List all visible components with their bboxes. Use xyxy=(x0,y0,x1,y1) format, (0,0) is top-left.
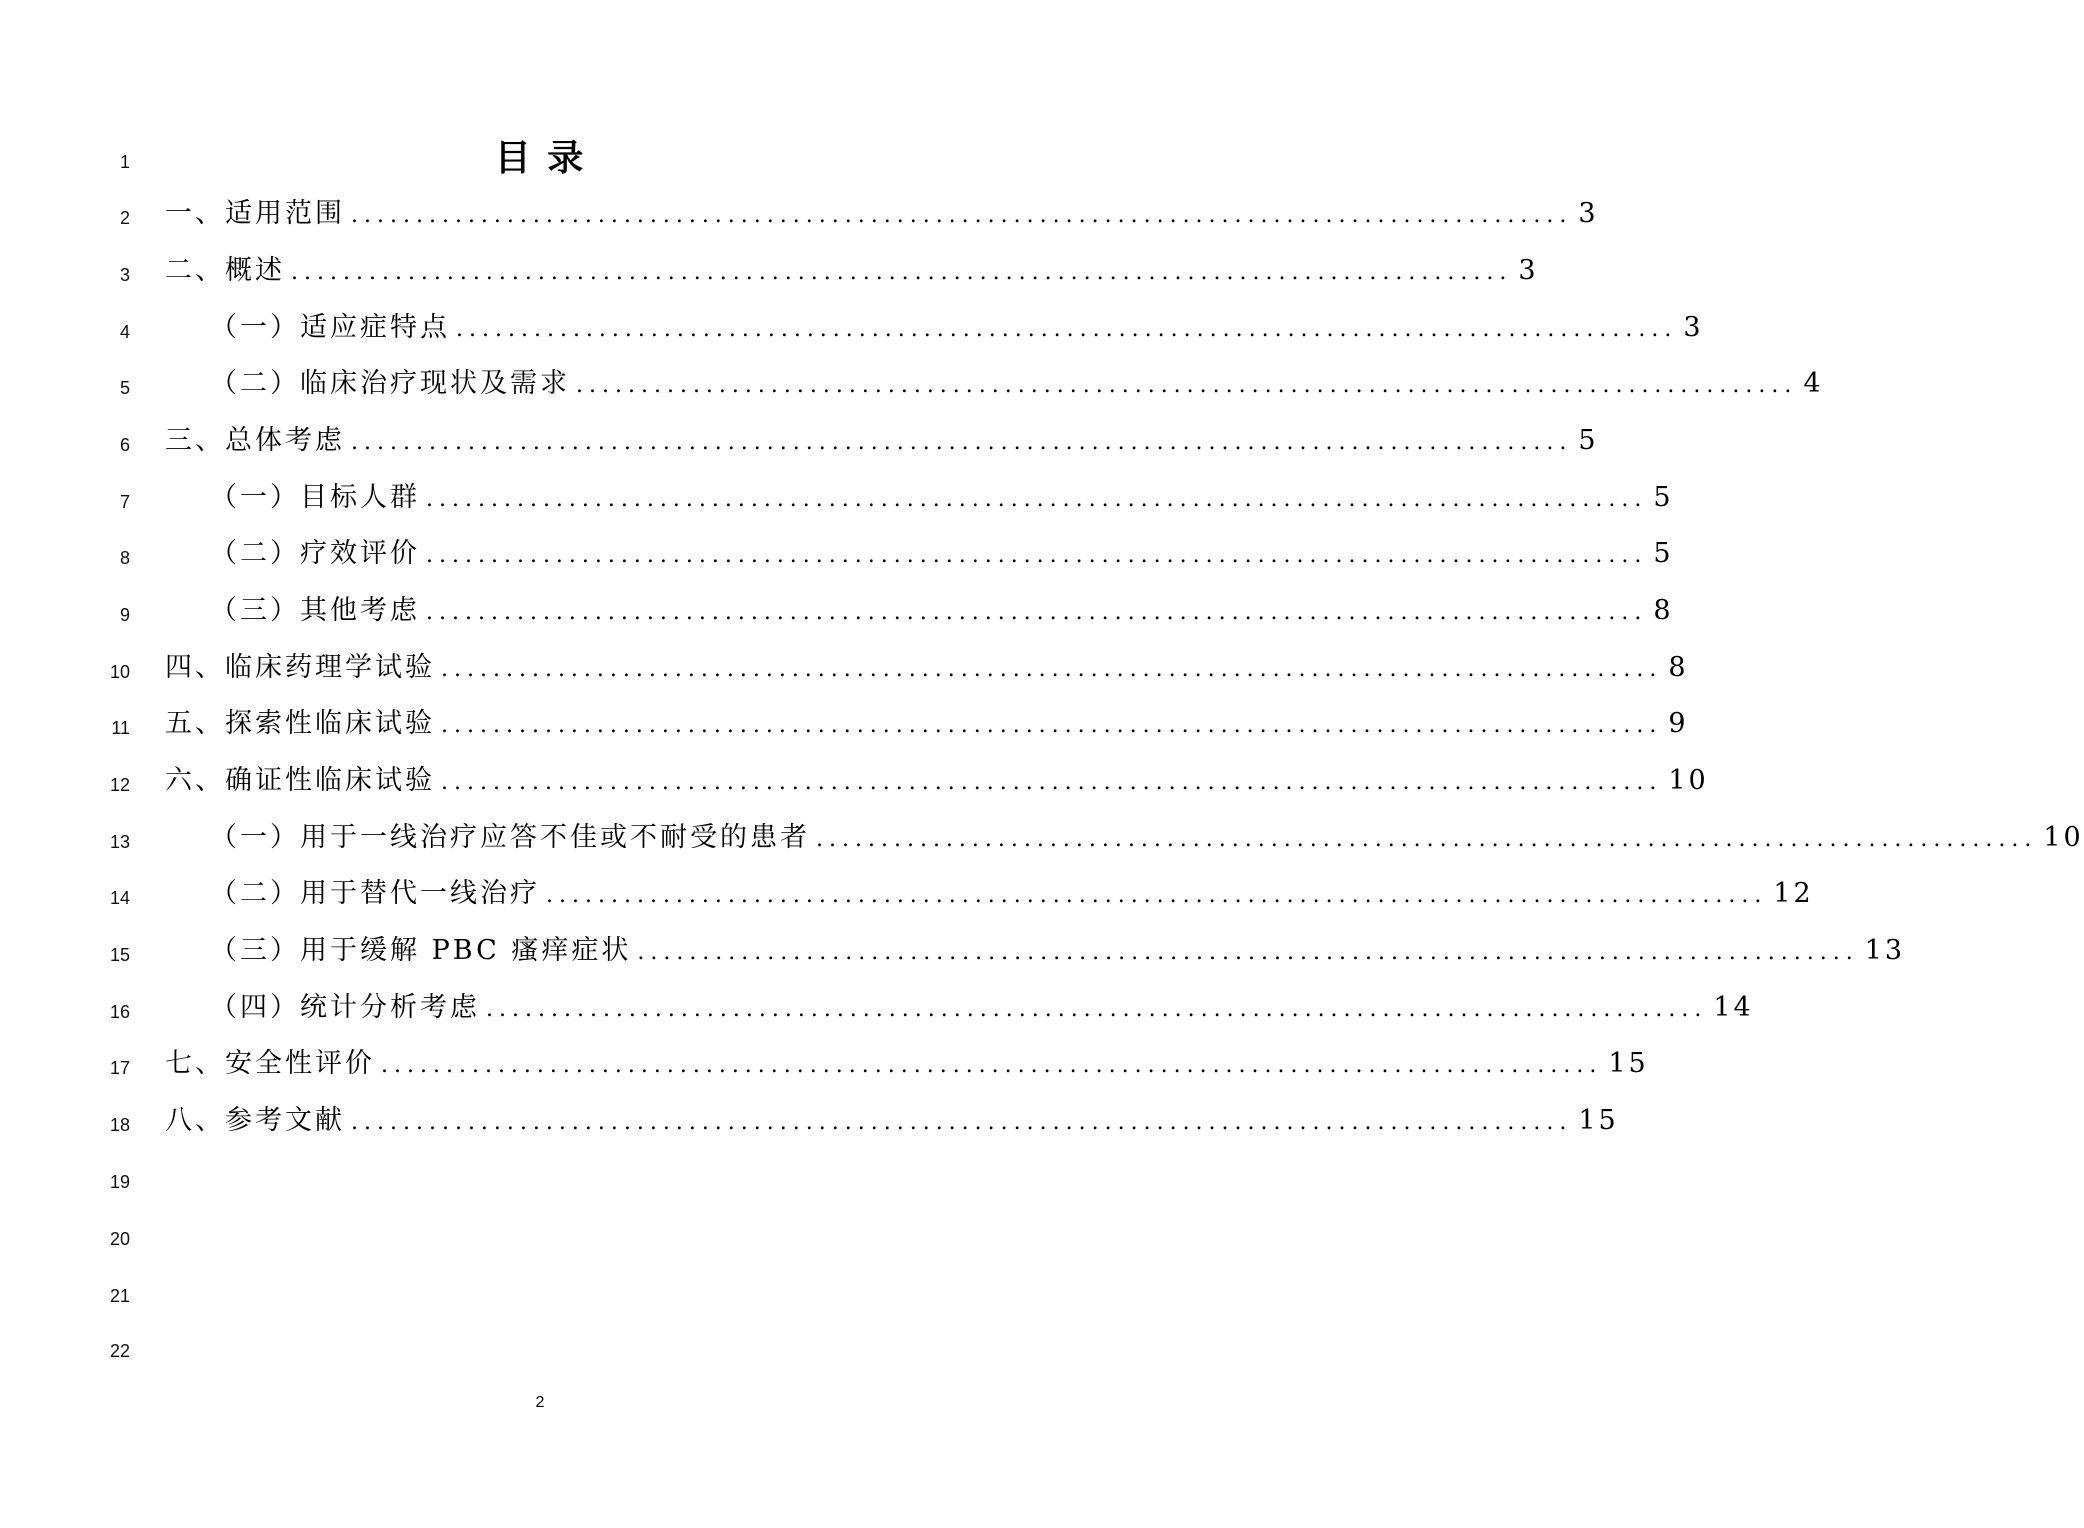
line-number: 4 xyxy=(119,322,130,342)
line-number: 3 xyxy=(119,265,130,285)
toc-entry[interactable] xyxy=(210,874,1814,914)
page-number: 2 xyxy=(535,1394,545,1411)
toc-entry-label: （三）用于缓解 PBC 瘙痒症状 xyxy=(210,935,632,966)
line-number: 7 xyxy=(119,492,130,512)
toc-entry[interactable] xyxy=(165,194,1599,234)
line-number: 12 xyxy=(109,775,130,795)
toc-entry-page: 5 xyxy=(1578,425,1599,456)
line-number: 16 xyxy=(109,1002,130,1022)
dot-leader: .............................................................................................. xyxy=(351,203,1573,228)
dot-leader: .............................................................................................. xyxy=(576,373,1798,398)
toc-entry-label: （四）统计分析考虑 xyxy=(210,992,480,1023)
dot-leader: .............................................................................................. xyxy=(351,430,1573,455)
toc-entry[interactable] xyxy=(210,534,1674,574)
dot-leader: .............................................................................................. xyxy=(291,260,1513,285)
toc-entry-label: （三）其他考虑 xyxy=(210,595,420,626)
toc-entry-label: 八、参考文献 xyxy=(165,1105,345,1136)
toc-entry[interactable] xyxy=(210,591,1674,631)
toc-entry-page: 5 xyxy=(1653,482,1674,513)
toc-entry-label: 三、总体考虑 xyxy=(165,425,345,456)
line-number: 22 xyxy=(109,1341,130,1361)
toc-entry-label: （二）疗效评价 xyxy=(210,538,420,569)
toc-entry-label: 四、临床药理学试验 xyxy=(165,652,435,683)
toc-entry[interactable] xyxy=(210,478,1674,518)
toc-entry-page: 3 xyxy=(1518,255,1539,286)
toc-entry[interactable] xyxy=(210,308,1704,348)
toc-entry-page: 5 xyxy=(1653,538,1674,569)
dot-leader: .............................................................................................. xyxy=(351,1110,1573,1135)
line-number: 6 xyxy=(119,435,130,455)
line-number: 2 xyxy=(119,208,130,228)
toc-entry[interactable] xyxy=(210,988,1754,1028)
dot-leader: .............................................................................................. xyxy=(441,657,1663,682)
toc-entry-page: 14 xyxy=(1713,992,1754,1023)
line-number: 17 xyxy=(109,1058,130,1078)
line-number: 11 xyxy=(111,718,130,738)
toc-entry-page: 10 xyxy=(2043,822,2084,853)
toc-entry[interactable] xyxy=(210,818,2084,858)
line-number: 19 xyxy=(109,1172,130,1192)
toc-entry-page: 13 xyxy=(1864,935,1906,966)
toc-entry-label: 五、探索性临床试验 xyxy=(165,708,435,739)
line-number: 9 xyxy=(119,605,130,625)
line-number: 21 xyxy=(109,1286,130,1306)
toc-entry[interactable] xyxy=(165,1101,1619,1141)
toc-title: 目 录 xyxy=(494,137,586,179)
line-number: 8 xyxy=(119,548,130,568)
toc-entry[interactable] xyxy=(210,364,1824,404)
line-number: 10 xyxy=(109,662,130,682)
toc-entry-label: 一、适用范围 xyxy=(165,198,345,229)
toc-entry-label: （二）用于替代一线治疗 xyxy=(210,878,540,909)
line-number: 5 xyxy=(119,378,130,398)
line-number: 13 xyxy=(109,832,130,852)
dot-leader: .............................................................................................. xyxy=(441,713,1663,738)
toc-entry-label: 六、确证性临床试验 xyxy=(165,765,435,796)
toc-entry[interactable] xyxy=(165,648,1689,688)
toc-entry-page: 8 xyxy=(1653,595,1674,626)
toc-entry[interactable] xyxy=(165,251,1539,291)
dot-leader: .............................................................................................. xyxy=(441,770,1663,795)
toc-entry-page: 3 xyxy=(1578,198,1599,229)
toc-entry-label: 二、概述 xyxy=(165,255,285,286)
toc-entry-page: 9 xyxy=(1668,708,1689,739)
toc-entry-label: （一）适应症特点 xyxy=(210,312,450,343)
toc-entry[interactable] xyxy=(165,761,1709,801)
toc-entry-page: 15 xyxy=(1578,1105,1619,1136)
toc-entry-page: 10 xyxy=(1668,765,1709,796)
toc-entry-label: 七、安全性评价 xyxy=(165,1048,375,1079)
line-number: 18 xyxy=(109,1115,130,1135)
line-number: 15 xyxy=(109,945,130,965)
toc-entry-page: 3 xyxy=(1683,312,1704,343)
toc-entry[interactable] xyxy=(165,1044,1649,1084)
line-number: 1 xyxy=(119,152,130,172)
dot-leader: .............................................................................................. xyxy=(637,940,1859,965)
toc-entry-label: （一）用于一线治疗应答不佳或不耐受的患者 xyxy=(210,822,810,853)
toc-entry[interactable] xyxy=(165,421,1599,461)
dot-leader: .............................................................................................. xyxy=(816,827,2038,852)
toc-entry-label: （二）临床治疗现状及需求 xyxy=(210,368,570,399)
dot-leader: .............................................................................................. xyxy=(426,543,1648,568)
toc-entry[interactable] xyxy=(210,931,1906,971)
dot-leader: .............................................................................................. xyxy=(426,600,1648,625)
toc-entry[interactable] xyxy=(165,704,1689,744)
line-number: 20 xyxy=(109,1229,130,1249)
line-number: 14 xyxy=(109,888,130,908)
dot-leader: .............................................................................................. xyxy=(426,487,1648,512)
dot-leader: .............................................................................................. xyxy=(486,997,1708,1022)
dot-leader: .............................................................................................. xyxy=(381,1053,1603,1078)
toc-entry-page: 4 xyxy=(1803,368,1824,399)
toc-entry-page: 8 xyxy=(1668,652,1689,683)
toc-entry-page: 15 xyxy=(1608,1048,1649,1079)
dot-leader: .............................................................................................. xyxy=(456,317,1678,342)
toc-entry-page: 12 xyxy=(1773,878,1814,909)
toc-entry-label: （一）目标人群 xyxy=(210,482,420,513)
dot-leader: .............................................................................................. xyxy=(546,883,1768,908)
